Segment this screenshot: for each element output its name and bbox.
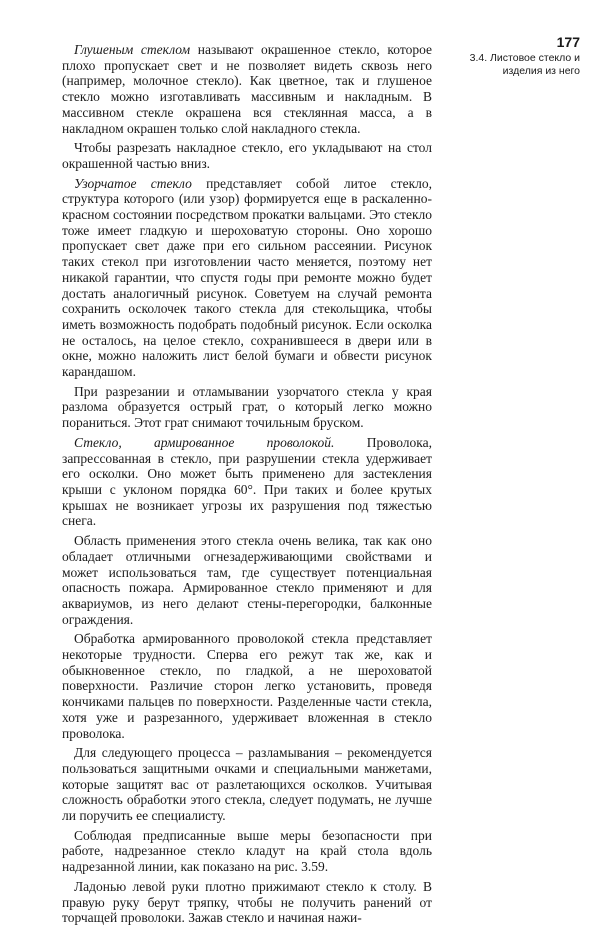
paragraph-text: Область применения этого стекла очень велика, так как оно обладает отличными огнезадерживающими свойствами и может использоваться там, где существует потенциальная опасность пожара. Армированное стекло применяют и для аквариумов, из него делают стены-перегородки, балконные ограждения. xyxy=(62,533,432,627)
paragraph-text: Проволока, запрессованная в стекло, при разрушении стекла удерживает его осколки. Оно может быть применено для застекления крыши с уклоном порядка 60°. При таких и более крутых крышах не возникает угрозы их разрушения под тяжестью снега. xyxy=(62,434,433,529)
paragraph-processing xyxy=(62,631,432,741)
paragraph-wired-glass xyxy=(62,435,432,529)
paragraph-breaking xyxy=(62,745,432,824)
term: Глушеным стеклом xyxy=(74,42,191,57)
paragraph-text: называют окрашенное стекло, которое плохо пропускает свет и не позволяет видеть сквозь него (например, молочное стекло). Как цветное, так и глушеное стекло можно изготавливать массивным и накладным. В массивном стекле окрашена вся стеклянная масса, а в накладном окрашен только слой накладного стекла. xyxy=(62,42,432,136)
page-number: 177 xyxy=(556,34,580,50)
term: Стекло, армированное проволокой. xyxy=(74,434,335,450)
paragraph-safety xyxy=(62,828,432,875)
page-header xyxy=(444,34,594,77)
paragraph-text: Чтобы разрезать накладное стекло, его укладывают на стол окрашенной частью вниз. xyxy=(62,140,432,171)
paragraph-application xyxy=(62,533,432,627)
paragraph-text: представляет собой литое стекло, структура которого (или узор) формируется еще в раскаленно-красном состоянии посредством прокатки вальцами. Это стекло тоже имеет гладкую и шероховатую стороны. Оно хорошо пропускает свет даже при его сильном рассеянии. Рисунок таких стекол при изготовлении часто меняется, поэтому нет никакой гарантии, что спустя годы при ремонте можно будет достать аналогичный рисунок. Советуем на случай ремонта сохранить осколочек такого стекла для стекольщика, чтобы иметь возможность подобрать подобный рисунок. Если осколка не осталось, на целое стекло, сохранившееся в двери или в окне, можно наложить лист белой бумаги и обвести рисунок карандашом. xyxy=(62,175,432,380)
term: Узорчатое стекло xyxy=(74,175,192,191)
body-text xyxy=(62,42,432,930)
paragraph-patterned-glass xyxy=(62,176,432,380)
paragraph-text: Ладонью левой руки плотно прижимают стекло к столу. В правую руку берут тряпку, чтобы не получить ранений от торчащей проволоки. Зажав стекло и начиная нажи- xyxy=(62,878,432,926)
paragraph-cutting xyxy=(62,140,432,171)
paragraph-text: Соблюдая предписанные выше меры безопасности при работе, надрезанное стекло кладут на край стола вдоль надрезанной линии, как показано на рис. 3.59. xyxy=(62,827,432,875)
paragraph-tinted-glass xyxy=(62,42,432,136)
paragraph-pressing xyxy=(62,879,432,926)
paragraph-text: Обработка армированного проволокой стекла представляет некоторые трудности. Сперва его режут так же, как и обыкновенное стекло, по гладкой, а не шероховатой поверхности. Различие сторон легко установить, проведя кончиками пальцев по поверхности. Разделенные части стекла, хотя уже и разрезанного, удерживает вложенная в стекло проволока. xyxy=(62,631,432,741)
running-section-title: 3.4. Листовое стекло и изделия из него xyxy=(469,52,580,77)
paragraph-text: Для следующего процесса – разламывания – рекомендуется пользоваться защитными очками и специальными манжетами, которые защитят вас от разлетающихся осколков. Учитывая сложность обработки этого стекла, следует подумать, не лучше ли поручить ее специалисту. xyxy=(62,745,432,824)
paragraph-text: При разрезании и отламывании узорчатого стекла у края разлома образуется острый грат, о который легко можно пораниться. Этот грат снимают точильным бруском. xyxy=(62,383,432,431)
paragraph-grat xyxy=(62,384,432,431)
